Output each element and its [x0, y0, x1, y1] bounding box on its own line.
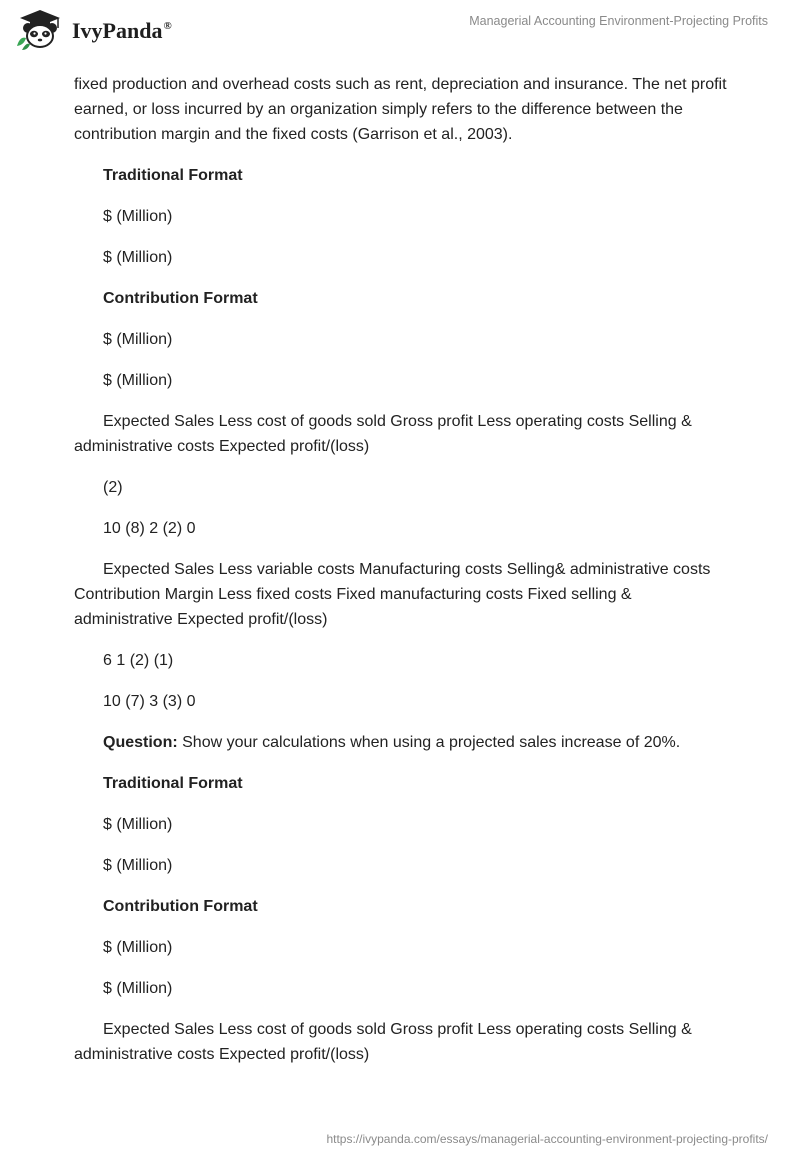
million-label: $ (Million): [103, 372, 173, 389]
traditional-line-items: Expected Sales Less cost of goods sold Gross profit Less operating costs Selling & administrative costs Expected profit/(loss): [74, 1021, 692, 1063]
traditional-line-items: Expected Sales Less cost of goods sold Gross profit Less operating costs Selling & administrative costs Expected profit/(loss): [74, 413, 692, 455]
question-text: Show your calculations when using a projected sales increase of 20%.: [177, 734, 681, 751]
heading-traditional-format: [74, 771, 734, 796]
heading-contribution-format: [74, 286, 734, 311]
million-label: $ (Million): [103, 249, 173, 266]
heading-contribution-format: [74, 894, 734, 919]
question-label: Question:: [103, 734, 178, 751]
value-line: 6 1 (2) (1): [103, 652, 174, 669]
contribution-line-items: Expected Sales Less variable costs Manufacturing costs Selling& administrative costs Contribution Margin Less fixed costs Fixed manufacturing costs Fixed selling & administrative Expected profit/(loss): [74, 561, 711, 628]
million-label: $ (Million): [103, 980, 173, 997]
value-line: (2): [103, 479, 123, 496]
brand-name: IvyPanda®: [72, 18, 172, 43]
million-label: $ (Million): [103, 939, 173, 956]
registered-mark: ®: [163, 20, 172, 32]
document-title: Managerial Accounting Environment-Projecting Profits: [469, 14, 768, 28]
page-header: [0, 0, 800, 70]
million-label: $ (Million): [103, 208, 173, 225]
heading-text: Contribution Format: [103, 898, 258, 915]
question-paragraph: [74, 730, 734, 755]
heading-traditional-format: [74, 163, 734, 188]
ivypanda-logo[interactable]: [14, 8, 172, 52]
heading-text: Traditional Format: [103, 775, 243, 792]
essay-content: [74, 72, 734, 1067]
source-url[interactable]: https://ivypanda.com/essays/managerial-accounting-environment-projecting-profits/: [326, 1132, 768, 1146]
paragraph-intro: fixed production and overhead costs such as rent, depreciation and insurance. The net profit earned, or loss incurred by an organization simply refers to the difference between the contribution margin and the fixed costs (Garrison et al., 2003).: [74, 76, 727, 143]
value-line: 10 (7) 3 (3) 0: [103, 693, 196, 710]
million-label: $ (Million): [103, 857, 173, 874]
million-label: $ (Million): [103, 331, 173, 348]
million-label: $ (Million): [103, 816, 173, 833]
panda-icon: [14, 8, 66, 52]
heading-text: Contribution Format: [103, 290, 258, 307]
heading-text: Traditional Format: [103, 167, 243, 184]
value-line: 10 (8) 2 (2) 0: [103, 520, 196, 537]
